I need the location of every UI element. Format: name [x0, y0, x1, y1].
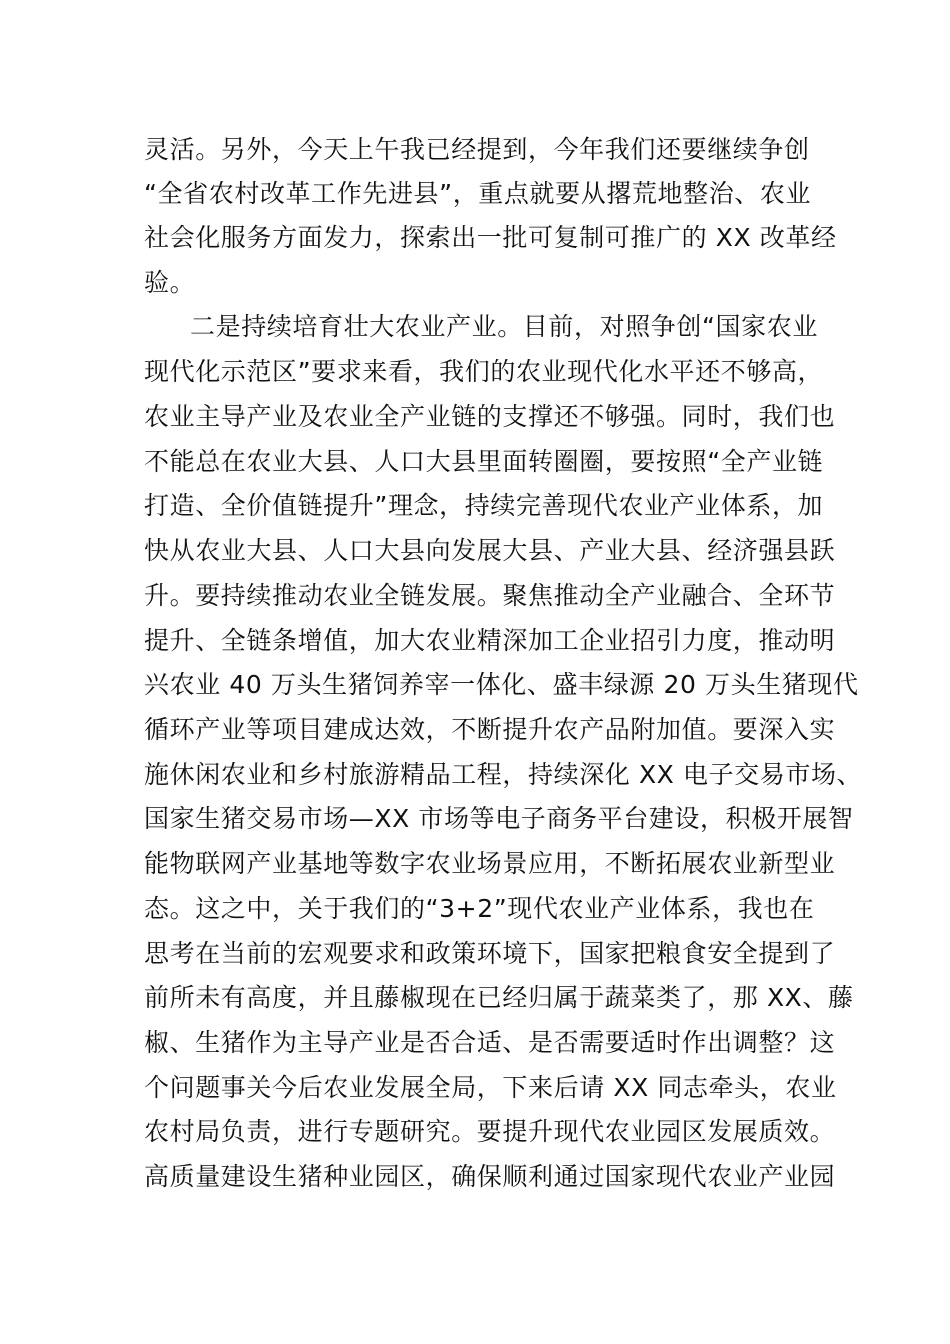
- text-line: 个问题事关今后农业发展全局，下来后请 XX 同志牵头，农业: [144, 1073, 837, 1102]
- text-line: 现代化示范区”要求来看，我们的农业现代化水平还不够高，: [144, 357, 824, 386]
- text-line: 升。要持续推动农业全链发展。聚焦推动全产业融合、全环节: [144, 581, 836, 610]
- text-line: 兴农业 40 万头生猪饲养宰一体化、盛丰绿源 20 万头生猪现代: [144, 670, 859, 699]
- text-line: 验。: [144, 268, 196, 297]
- text-line: 椒、生猪作为主导产业是否合适、是否需要适时作出调整？这: [144, 1028, 836, 1057]
- text-line: 循环产业等项目建成达效，不断提升农产品附加值。要深入实: [144, 715, 836, 744]
- text-line: 态。这之中，关于我们的“3+2”现代农业产业体系，我也在: [144, 894, 815, 923]
- text-line: 前所未有高度，并且藤椒现在已经归属于蔬菜类了，那 XX、藤: [144, 983, 854, 1012]
- text-line: 灵活。另外，今天上午我已经提到，今年我们还要继续争创: [144, 135, 810, 164]
- text-line: 农业主导产业及农业全产业链的支撑还不够强。同时，我们也: [144, 402, 836, 431]
- text-line: 国家生猪交易市场—XX 市场等电子商务平台建设，积极开展智: [144, 804, 854, 833]
- text-line: 不能总在农业大县、人口大县里面转圈圈，要按照“全产业链: [144, 447, 824, 476]
- text-line: 提升、全链条增值，加大农业精深加工企业招引力度，推动明: [144, 626, 836, 655]
- text-line: 打造、全价值链提升”理念，持续完善现代农业产业体系，加: [144, 491, 824, 520]
- text-line: 施休闲农业和乡村旅游精品工程，持续深化 XX 电子交易市场、: [144, 760, 863, 789]
- text-line: 思考在当前的宏观要求和政策环境下，国家把粮食安全提到了: [144, 939, 836, 968]
- text-line: 高质量建设生猪种业园区，确保顺利通过国家现代农业产业园: [144, 1162, 836, 1191]
- text-line: “全省农村改革工作先进县”，重点就要从撂荒地整治、农业: [144, 179, 812, 208]
- text-line: 社会化服务方面发力，探索出一批可复制可推广的 XX 改革经: [144, 223, 837, 252]
- text-line: 农村局负责，进行专题研究。要提升现代农业园区发展质效。: [144, 1117, 836, 1146]
- text-line: 能物联网产业基地等数字农业场景应用，不断拓展农业新型业: [144, 849, 836, 878]
- text-line: 快从农业大县、人口大县向发展大县、产业大县、经济强县跃: [144, 536, 836, 565]
- paragraph-start-line: 二是持续培育壮大农业产业。目前，对照争创“国家农业: [190, 312, 818, 341]
